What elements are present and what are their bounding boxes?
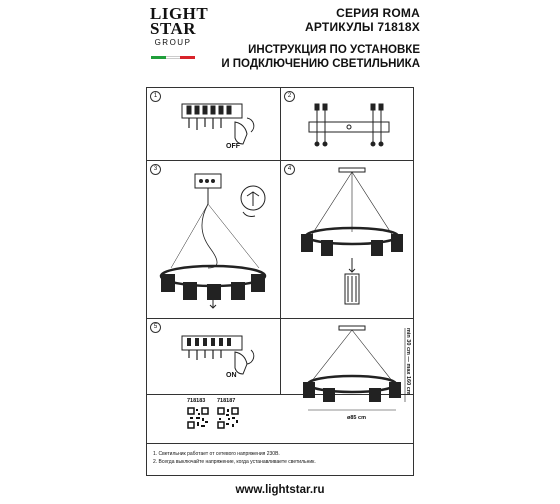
- diameter-label: ø85 cm: [347, 415, 366, 421]
- grid-divider-row-2: [147, 318, 413, 319]
- qr-code-1[interactable]: [187, 407, 209, 429]
- step-3-number: 3: [150, 164, 161, 175]
- step-1-off-label: OFF: [226, 143, 240, 150]
- step-5-on-label: ON: [226, 372, 237, 379]
- brand-line-3: GROUP: [154, 38, 192, 47]
- qr-code-2[interactable]: [217, 407, 239, 429]
- articles-label: АРТИКУЛЫ 71818X: [305, 20, 420, 34]
- step-3-wiring-illustration: [155, 168, 279, 316]
- installation-notes: [153, 450, 316, 466]
- code-label-2: 718187: [217, 398, 236, 404]
- note-1: 1. Светильник работает от сетевого напряжения 230В.: [153, 451, 280, 457]
- brand-logo: [150, 4, 209, 48]
- header-series-block: [305, 6, 420, 34]
- series-label: СЕРИЯ ROMA: [336, 6, 420, 20]
- title-line-2: И ПОДКЛЮЧЕНИЮ СВЕТИЛЬНИКА: [221, 58, 420, 70]
- step-4-assembly-illustration: [293, 166, 411, 316]
- grid-divider-row-1: [147, 160, 413, 161]
- step-5-number: 5: [150, 322, 161, 333]
- website-link[interactable]: www.lightstar.ru: [235, 484, 325, 496]
- step-4-number: 4: [284, 164, 295, 175]
- step-2-mounting-plate-illustration: [297, 102, 407, 152]
- page-title: [221, 43, 420, 71]
- step-1-switch-off-illustration: [177, 100, 267, 156]
- step-2-number: 2: [284, 91, 295, 102]
- height-label: min 30 cm — max 160 cm: [405, 328, 411, 395]
- instruction-sheet: [146, 87, 414, 476]
- note-2: 2. Всегда выключайте напряжение, когда устанавливаете светильник.: [153, 459, 316, 465]
- step-5-switch-on-illustration: [177, 332, 267, 382]
- code-label-1: 718183: [187, 398, 206, 404]
- brand-line-2: STAR: [150, 19, 197, 38]
- title-line-1: ИНСТРУКЦИЯ ПО УСТАНОВКЕ: [248, 44, 420, 56]
- step-1-number: 1: [150, 91, 161, 102]
- italian-flag-icon: [151, 56, 195, 59]
- brand-line-1: LIGHT: [150, 4, 209, 23]
- grid-divider-vertical: [280, 88, 281, 394]
- dimension-illustration: [293, 324, 411, 444]
